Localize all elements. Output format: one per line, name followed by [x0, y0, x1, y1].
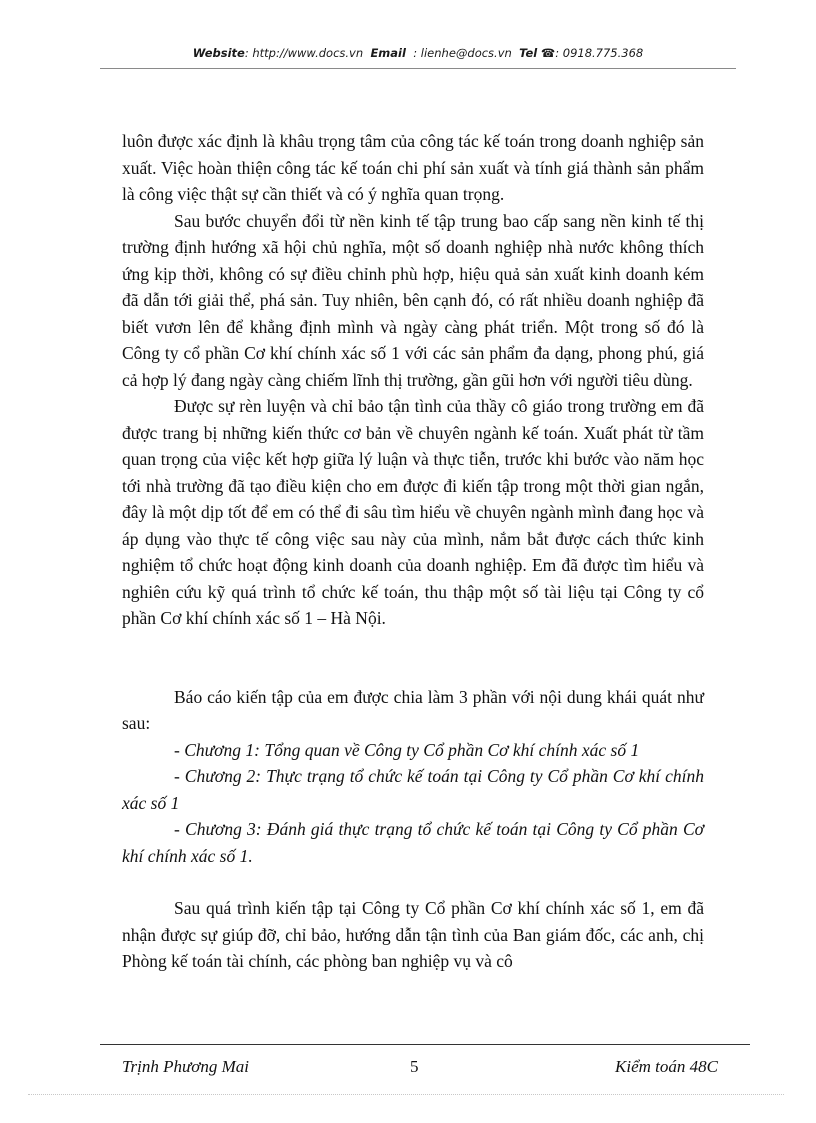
footer-author: Trịnh Phương Mai	[122, 1057, 249, 1076]
paragraph-4: Báo cáo kiến tập của em được chia làm 3 phần với nội dung khái quát như sau:	[122, 686, 704, 733]
website-label: Website	[192, 46, 245, 60]
paragraph-2: Sau bước chuyển đổi từ nền kinh tế tập trung bao cấp sang nền kinh tế thị trường định hướng xã hội chủ nghĩa, một số doanh nghiệp nhà nước không thích ứng kịp thời, không có sự điều chỉnh phù hợp, hiệu quả sản xuất kinh doanh kém đã dẫn tới giải thể, phá sản. Tuy nhiên, bên cạnh đó, có rất nhiều doanh nghiệp đã biết vươn lên để khẳng định mình và ngày càng phát triển. Một trong số đó là Công ty cổ phần Cơ khí chính xác số 1 với các sản phẩm đa dạng, phong phú, giá cả hợp lý đang ngày càng chiếm lĩnh thị trường, gần gũi hơn với người tiêu dùng.	[122, 210, 704, 390]
paragraph-5: Sau quá trình kiến tập tại Công ty Cổ phần Cơ khí chính xác số 1, em đã nhận được sự giúp đỡ, chỉ bảo, hướng dẫn tận tình của Ban giám đốc, các anh, chị Phòng kế toán tài chính, các phòng ban nghiệp vụ và cô	[122, 898, 704, 971]
paragraph-3: Được sự rèn luyện và chỉ bảo tận tình của thầy cô giáo trong trường em đã được trang bị những kiến thức cơ bản về chuyên ngành kế toán. Xuất phát từ tầm quan trọng của việc kết hợp giữa lý luận và thực tiễn, trước khi bước vào năm học tới nhà trường đã tạo điều kiện cho em được đi kiến tập trong một thời gian ngắn, đây là một dịp tốt để em có thể đi sâu tìm hiểu về chuyên ngành mình đang học và áp dụng vào thực tế công việc sau này của mình, nắm bắt được cách thức kinh nghiệm tổ chức hoạt động kinh doanh của doanh nghiệp. Em đã được tìm hiểu và nghiên cứu kỹ quá trình tổ chức kế toán, thu thập một số tài liệu tại Công ty cổ phần Cơ khí chính xác số 1 – Hà Nội.	[122, 396, 704, 628]
email-label: Email	[370, 46, 406, 60]
chapter-2-item: - Chương 2: Thực trạng tổ chức kế toán tại Công ty Cổ phần Cơ khí chính xác số 1	[122, 766, 704, 813]
tel-value: : 0918.775.368	[555, 46, 644, 60]
tel-label: Tel	[519, 46, 538, 60]
page-footer	[100, 1044, 750, 1085]
chapter-1-item: - Chương 1: Tổng quan về Công ty Cổ phần Cơ khí chính xác số 1	[174, 739, 640, 760]
spacer	[122, 658, 704, 684]
chapter-3-item: - Chương 3: Đánh giá thực trạng tổ chức kế toán tại Công ty Cổ phần Cơ khí chính xác số 1.	[122, 819, 704, 866]
paragraph-1: luôn được xác định là khâu trọng tâm của công tác kế toán trong doanh nghiệp sản xuất. Việc hoàn thiện công tác kế toán chi phí sản xuất và tính giá thành sản phẩm là công việc thật sự cần thiết và có ý nghĩa quan trọng.	[122, 131, 704, 204]
bottom-dotted-divider	[28, 1094, 784, 1095]
spacer	[122, 632, 704, 658]
footer-page-number: 5	[410, 1057, 419, 1076]
page-header	[100, 46, 736, 69]
footer-class: Kiểm toán 48C	[615, 1057, 718, 1076]
email-value: : lienhe@docs.vn	[413, 46, 512, 60]
spacer	[122, 869, 704, 895]
website-value: : http://www.docs.vn	[244, 46, 364, 60]
phone-icon: ☎	[540, 46, 556, 60]
document-body	[122, 128, 704, 975]
